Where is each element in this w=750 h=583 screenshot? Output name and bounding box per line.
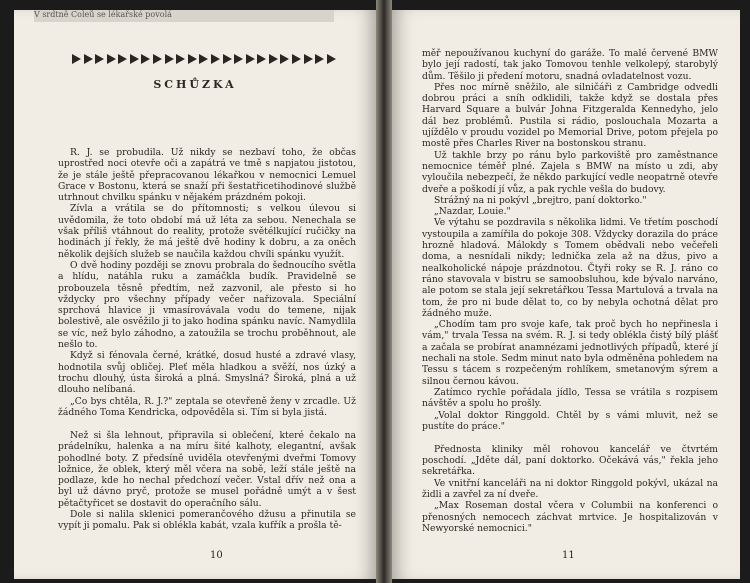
paragraph: Přes noc mírně sněžilo, ale silničáři z Cambridge odvedli dobrou práci a sníh odklidili, takže když se dostala přes Harvard Square a bulvár Johna Fitzgeralda Kennedyho, jelo dál bez problémů. Pustila si rádio, poslouchala Mozarta a ujíždělo v proudu vozidel po Memorial Drive, potom přejela po mostě přes Charles River na bostonskou stranu. — [422, 81, 718, 150]
chapter-ornament — [72, 54, 336, 64]
paragraph: „Co bys chtěla, R. J.?" zeptala se otevřeně ženy v zrcadle. Už žádného Toma Kendricka, odpověděla si. Tím si byla jistá. — [58, 395, 356, 418]
left-page — [14, 10, 376, 579]
paragraph: Když si fénovala černé, krátké, dosud husté a zdravé vlasy, hodnotila svůj obličej. Pleť měla hladkou a svěží, nos úzký a trochu dlouhý, ústa široká a plná. Smyslná? Široká, plná a už dlouho nelíbaná. — [58, 350, 356, 396]
paragraph: Zatímco rychle pořádala jídlo, Tessa se vrátila s rozpisem návštěv a spolu ho prošly. — [422, 386, 718, 410]
paragraph: Dole si nalila sklenici pomerančového džusu a přinutila se vypít ji pomalu. Pak si oblékla kabát, vzala kufřík a prošla tě- — [58, 509, 356, 532]
left-page-text — [58, 147, 356, 532]
paragraph: měř nepoužívanou kuchyní do garáže. To malé červené BMW bylo její radostí, tak jako Tomovou tenhle velkolepý, starobylý dům. Těšilo ji předení motoru, snadná ovladatelnost vozu. — [422, 48, 718, 82]
paragraph: „Nazdar, Louie." — [434, 206, 511, 218]
previous-page-strip: V srdtně Coleů se lékařské povolá — [34, 10, 334, 22]
paragraph: Ve vnitřní kanceláři na ni doktor Ringgold pokývl, ukázal na židli a zavřel za ní dveře. — [422, 477, 718, 501]
right-page — [392, 10, 740, 579]
page-number: 10 — [210, 550, 223, 561]
page-number: 11 — [562, 550, 575, 561]
paragraph: „Max Roseman dostal včera v Columbii na konferenci o přenosných nemocech záchvat mrtvice. Je hospitalizován v Newyorské nemocnici." — [422, 500, 718, 534]
paragraph: „Chodím tam pro svoje kafe, tak proč bych ho nepřinesla i vám," trvala Tessa na svém. R. J. si tedy oblékla čistý bílý plášť a začala se probírat anamnézami jednotlivých případů, které jí nechali na stole. Sedm minut nato byla odměněna pohledem na Tessu s tácem s rozpečeným rohlíkem, smetanovým sýrem a silnou černou kávou. — [422, 319, 718, 387]
paragraph: R. J. se probudila. Už nikdy se nezbaví toho, že občas uprostřed noci otevře oči a zapátrá ve tmě s napjatou jistotou, že je stále ještě přepracovanou lékařkou v nemocnici Lemuel Grace v Bostonu, která se snaží při šestatřicetihodinové službě utrhnout chvilku spánku v nějakém prázdném pokoji. — [58, 147, 356, 204]
paragraph: „Volal doktor Ringgold. Chtěl by s vámi mluvit, než se pustíte do práce." — [422, 409, 718, 432]
book-gutter — [376, 0, 392, 583]
paragraph: Strážný na ni pokývl „brejtro, paní doktorko." — [434, 194, 647, 206]
paragraph: O dvě hodiny později se znovu probrala do šednoucího světla a hlídu, natáhla ruku a zamáčkla budík. Pravidelně se probouzela těsně předtím, než zazvonil, ale přesto si ho vždycky pro všechny případy večer nařizovala. Speciální sprchová hlavice ji vmasírovávala vodu do temene, nijak bolestivě, ale osvěžilo ji to jako hodina spánku navíc. Namydlila se víc, než bylo záhodno, a zatoužila se trochu proběhnout, ale nešlo to. — [58, 259, 356, 351]
paragraph: Ve výtahu se pozdravila s několika lidmi. Ve třetím poschodí vystoupila a zamířila do pokoje 308. Vždycky dorazila do práce hrozně hladová. Málokdy s Tomem obědvali nebo večeřeli doma, a nesnídali nikdy; lednička zela až na džus, pivo a nealkoholické nápoje prázdnotou. Čtyři roky se R. J. ráno co ráno stavovala v bistru se samoobsluhou, kde bývalo narváno, ale potom se stala její sekretářkou Tessa Martulová a trvala na tom, že pro ni bude dělat to, co by nebyla ochotná dělat pro žádného muže. — [422, 217, 718, 319]
paragraph: Přednosta kliniky měl rohovou kancelář ve čtvrtém poschodí. „Jděte dál, paní doktorko. Očekává vás," řekla jeho sekretářka. — [422, 443, 718, 478]
paragraph: Než si šla lehnout, připravila si oblečení, které čekalo na prádelníku, halenka a na míru šité kalhoty, elegantní, avšak pohodlné boty. Z předsíně uviděla otevřenými dveřmi Tomovy ložnice, že oblek, který měl včera na sobě, leží stále ještě na podlaze, kde ho nechal předchozí večer. Vstal dřív než ona a byl už dávno pryč, protože se musel pořádně umýt a v šest pětačtyřicet se dostavit do operačního sálu. — [58, 429, 356, 509]
paragraph: Už takhle brzy po ránu bylo parkoviště pro zaměstnance nemocnice téměř plné. Zajela s BMW na místo u zdi, aby vyloučila nebezpečí, že někdo parkující vedle neopatrně otevře dveře a poškodí jí vůz, a pak rychle vešla do budovy. — [422, 149, 718, 195]
right-page-text — [422, 48, 718, 534]
paragraph: Zívla a vrátila se do přítomnosti; s velkou úlevou si uvědomila, že toto období má už léta za sebou. Nenechala se však příliš vtáhnout do reality, protože světélkující ručičky na hodinách jí řekly, že má ještě dvě hodiny k dobru, a za oněch několik dejších služeb se naučila každou chvíli spánku využít. — [58, 203, 356, 260]
chapter-title: SCHŮZKA — [153, 78, 237, 91]
